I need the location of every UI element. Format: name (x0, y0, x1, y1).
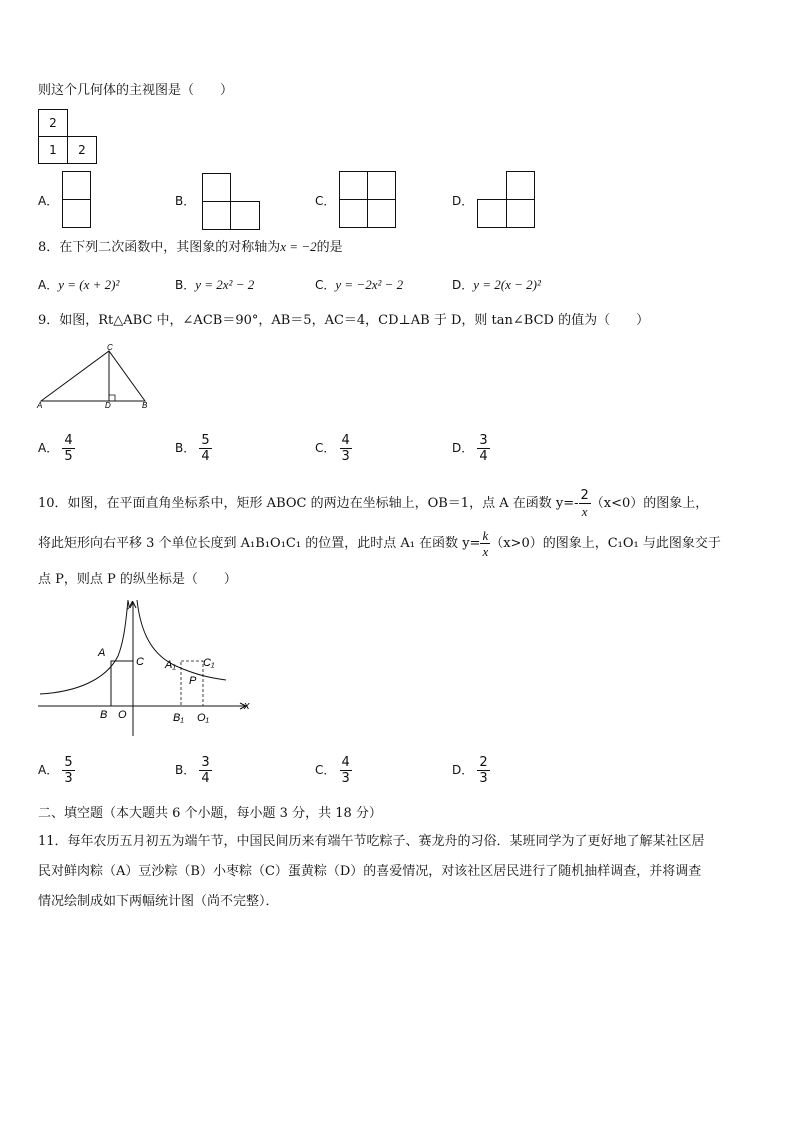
q10-option-b: B． $\frac{3}{4}$ (175, 755, 210, 786)
q10-stem-line3: 点 P，则点 P 的纵坐标是（ ） (38, 572, 237, 587)
label-p: P (189, 675, 197, 687)
q8-stem-tail: 的是 (316, 240, 343, 255)
q9-triangle-figure (36, 342, 154, 412)
q7-option-c-label: C． (315, 194, 336, 208)
q11-line1: 11．每年农历五月初五为端午节，中国民间历来有端午节吃粽子、赛龙舟的习俗．某班同学为了更好地了解某社区居 (38, 834, 705, 849)
curve-left-branch (40, 600, 128, 694)
q10-frac-2-over-x: $\frac{2}{x}$ (580, 488, 589, 519)
label-b: B (100, 709, 108, 721)
q9-option-d: D． $\frac{3}{4}$ (452, 433, 488, 464)
q7-option-b-label: B． (175, 194, 196, 208)
q9-label-c: C (107, 343, 113, 352)
section-heading-fill-in-blanks: 二、填空题（本大题共 6 个小题，每小题 3 分，共 18 分） (38, 806, 382, 821)
label-b1: B₁ (173, 712, 184, 724)
q9-option-b: B． $\frac{5}{4}$ (175, 433, 210, 464)
q7-option-a-label: A． (38, 194, 59, 208)
q10-option-c-fraction: $\frac{4}{3}$ (341, 755, 350, 786)
grid-cell-bottom-left: 1 (38, 136, 68, 164)
label-x: x (244, 700, 250, 712)
q11-line3: 情况绘制成如下两幅统计图（尚不完整）． (38, 894, 279, 909)
q9-option-c: C． $\frac{4}{3}$ (315, 433, 350, 464)
q9-label-a: A (37, 401, 43, 410)
q9-label-d: D (105, 401, 111, 410)
q8-stem (38, 238, 343, 257)
q7-stem: 则这个几何体的主视图是（ ） (38, 83, 234, 98)
q10-option-c: C． $\frac{4}{3}$ (315, 755, 350, 786)
label-c1: C₁ (203, 657, 215, 669)
q8-axis-expr: x = −2 (280, 239, 317, 254)
q10-coordinate-figure (36, 596, 256, 738)
grid-cell-top: 2 (38, 109, 68, 137)
q10-stem-line2: 将此矩形向右平移 3 个单位长度到 A₁B₁O₁C₁ 的位置，此时点 A₁ 在函数 y= $\frac{k}{x}$ （x>0）的图象上，C₁O₁ 与此图象交于 (38, 528, 721, 559)
q9-stem: 9．如图，Rt△ABC 中，∠ACB＝90°，AB＝5，AC＝4，CD⊥AB 于 D，则 tan∠BCD 的值为（ ） (38, 313, 650, 328)
label-o1: O₁ (197, 712, 210, 724)
q10-stem-line1: 10．如图，在平面直角坐标系中，矩形 ABOC 的两边在坐标轴上，OB＝1，点 A 在函数 y=- $\frac{2}{x}$ （x<0）的图象上， (38, 488, 709, 519)
label-a: A (98, 647, 106, 659)
q8-option-b: B．y = 2x² − 2 (175, 277, 255, 292)
q9-option-a-fraction: $\frac{4}{5}$ (64, 433, 73, 464)
q8-option-d: D．y = 2(x − 2)² (452, 277, 541, 292)
q8-option-a: A．y = (x + 2)² (38, 277, 120, 292)
rect-abco (111, 661, 133, 706)
q8-stem-text: 8．在下列二次函数中，其图象的对称轴为 (38, 240, 281, 255)
q11-line2: 民对鲜肉粽（A）豆沙粽（B）小枣粽（C）蛋黄粽（D）的喜爱情况，对该社区居民进行了随机抽样调查，并将调查 (38, 864, 702, 879)
q9-option-c-fraction: $\frac{4}{3}$ (341, 433, 350, 464)
q10-option-b-fraction: $\frac{3}{4}$ (201, 755, 210, 786)
q7-option-d-label: D． (452, 194, 474, 208)
q10-option-a: A． $\frac{5}{3}$ (38, 755, 73, 786)
q9-option-b-fraction: $\frac{5}{4}$ (201, 433, 210, 464)
label-a1: A₁ (165, 659, 176, 671)
q8-option-c: C．y = −2x² − 2 (315, 277, 404, 292)
q10-frac-k-over-x: $\frac{k}{x}$ (482, 528, 489, 559)
q9-label-b: B (142, 401, 148, 410)
grid-cell-bottom-right: 2 (67, 136, 97, 164)
q10-option-d: D． $\frac{2}{3}$ (452, 755, 488, 786)
q10-option-a-fraction: $\frac{5}{3}$ (64, 755, 73, 786)
label-o: O (118, 709, 127, 721)
q10-option-d-fraction: $\frac{2}{3}$ (479, 755, 488, 786)
q9-option-d-fraction: $\frac{3}{4}$ (479, 433, 488, 464)
q9-option-a: A． $\frac{4}{5}$ (38, 433, 73, 464)
label-y: y (127, 598, 133, 610)
label-c: C (136, 656, 144, 668)
